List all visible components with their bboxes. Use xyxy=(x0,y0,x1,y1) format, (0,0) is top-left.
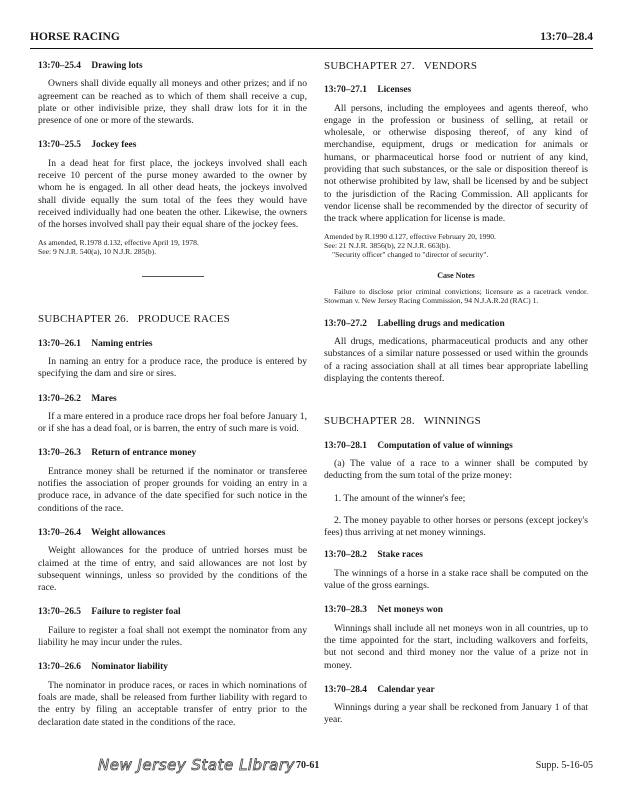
section-number: 13:70–25.4 xyxy=(38,61,81,71)
history-note: Amended by R.1990 d.127, effective February 20, 1990. xyxy=(324,231,496,241)
section-text: In naming an entry for a produce race, the produce is entered by specifying the dam and sire or sires. xyxy=(38,355,307,380)
section-title: Mares xyxy=(91,393,117,404)
right-column xyxy=(324,60,588,739)
section-text: All drugs, medications, pharmaceutical products and any other substances of a similar nature possessed or used within the grounds of a racing association shall at all times bear appropriate labelling displaying the contents thereof. xyxy=(324,336,588,385)
section-heading xyxy=(324,84,588,96)
section-number: 13:70–26.6 xyxy=(38,662,81,673)
section-title: Drawing lots xyxy=(91,61,143,71)
section-title: Naming entries xyxy=(91,338,153,349)
section-title: Calendar year xyxy=(377,684,435,695)
section-number: 13:70–27.1 xyxy=(324,85,367,96)
section-number: 13:70–26.2 xyxy=(38,393,81,404)
header-rule xyxy=(30,48,593,49)
section-number: 13:70–27.2 xyxy=(324,318,367,329)
subchapter-number: SUBCHAPTER 26. xyxy=(38,313,129,326)
section-text: Owners shall divide equally all moneys and other prizes; and if no agreement can be reached as to which of them shall receive a cup, plate or other indivisible prize, they shall draw lots for it in the presence of one or more of the stewards. xyxy=(38,78,307,127)
library-stamp: New Jersey State Library xyxy=(98,756,295,774)
section-title: Computation of value of winnings xyxy=(377,440,513,451)
section-title: Net moneys won xyxy=(377,605,443,616)
page-footer xyxy=(0,758,621,778)
subchapter-title: WINNINGS xyxy=(423,415,481,428)
list-item: 2. The money payable to other horses or persons (except jockey's fees) thus arriving at net money winnings. xyxy=(324,514,588,539)
section-number: 13:70–26.3 xyxy=(38,448,81,459)
history-note: As amended, R.1978 d.132, effective April 19, 1978. xyxy=(38,237,199,247)
section-number: 13:70–25.5 xyxy=(38,140,81,151)
section-heading xyxy=(324,440,588,452)
section-text: The nominator in produce races, or races in which nominations of foals are made, shall be released from further liability with regard to the entry by filing an acceptable transfer of entry prior to the declaration date stated in the conditions of the race. xyxy=(38,679,307,728)
section-heading xyxy=(38,527,307,539)
subchapter-title: VENDORS xyxy=(423,60,478,72)
section-heading xyxy=(324,684,588,696)
section-heading xyxy=(38,447,307,459)
section-heading xyxy=(38,661,307,673)
section-text: Entrance money shall be returned if the nominator or transferee notifies the association of proper grounds for voiding an entry in a produce race, in advance of the date specified for such notice in the conditions of the race. xyxy=(38,465,307,514)
history-note: See: 21 N.J.R. 3856(b), 22 N.J.R. 663(b). xyxy=(324,240,451,250)
section-number: 13:70–28.4 xyxy=(324,684,367,695)
section-title: Jockey fees xyxy=(91,140,137,151)
header-title: HORSE RACING xyxy=(30,31,120,43)
section-title: Nominator liability xyxy=(91,662,168,673)
section-heading xyxy=(324,549,588,561)
left-column xyxy=(38,60,307,741)
section-text: In a dead heat for first place, the jockeys involved shall each receive 10 percent of the purse money awarded to the owner by whom he is engaged. In all other dead heats, the jockeys involved shall divide equally the sum total of the fees they would have received individually had one beaten the other. Likewise, the owners of the horses involved shall pay their equal share of the jockey fees. xyxy=(38,157,307,231)
section-text: Failure to register a foal shall not exempt the nominator from any liability he may incur under the rules. xyxy=(38,624,307,649)
section-number: 13:70–28.2 xyxy=(324,550,367,561)
history-note: "Security officer" changed to "director of security". xyxy=(332,250,489,260)
subsection-a: (a) The value of a race to a winner shall be computed by deducting from the sum total of the prize money: xyxy=(324,457,588,482)
section-heading xyxy=(324,318,588,330)
section-text: The winnings of a horse in a stake race shall be computed on the value of the gross earnings. xyxy=(324,567,588,592)
list-item: 1. The amount of the winner's fee; xyxy=(334,492,466,504)
section-text: Weight allowances for the produce of untried horses must be claimed at the time of entry, and said allowances are not lost by subsequent winnings, unless so provided by the conditions of the race. xyxy=(38,545,307,594)
section-heading xyxy=(38,606,307,618)
spacer xyxy=(324,397,588,415)
case-notes-text: Failure to disclose prior criminal convictions; licensure as a racetrack vendor. Stowman v. New Jersey Racing Commission, 94 N.J.A.R.2d (RAC) 1. xyxy=(324,287,588,306)
section-number: 13:70–28.1 xyxy=(324,440,367,451)
page-number: 70-61 xyxy=(296,760,320,771)
section-heading xyxy=(38,60,307,72)
section-separator xyxy=(142,276,204,277)
subchapter-heading xyxy=(324,415,588,427)
section-heading xyxy=(38,338,307,350)
running-header xyxy=(30,31,593,47)
section-title: Return of entrance money xyxy=(91,448,197,459)
case-notes-heading: Case Notes xyxy=(437,270,475,280)
header-section-range: 13:70–28.4 xyxy=(540,31,593,43)
section-number: 13:70–26.1 xyxy=(38,338,81,349)
section-text: If a mare entered in a produce race drops her foal before January 1, or if she has a dead foal, or is barren, the entry of such mare is void. xyxy=(38,410,307,435)
subchapter-heading xyxy=(38,313,307,325)
section-title: Licenses xyxy=(377,85,412,96)
section-text: Winnings shall include all net moneys won in all countries, up to the time appointed for the start, including walkovers and forfeits, but not second and third money nor the value of a prize not in money. xyxy=(324,622,588,671)
section-number: 13:70–26.4 xyxy=(38,527,81,538)
subchapter-title: PRODUCE RACES xyxy=(137,313,230,326)
subchapter-number: SUBCHAPTER 27. xyxy=(324,60,415,72)
section-heading xyxy=(324,604,588,616)
section-text: Winnings during a year shall be reckoned from January 1 of that year. xyxy=(324,702,588,726)
subchapter-number: SUBCHAPTER 28. xyxy=(324,415,415,428)
section-title: Stake races xyxy=(377,550,423,561)
subchapter-heading xyxy=(324,60,588,72)
history-note: See: 9 N.J.R. 540(a), 10 N.J.R. 285(b). xyxy=(38,246,157,256)
section-title: Labelling drugs and medication xyxy=(377,318,505,329)
section-title: Weight allowances xyxy=(91,527,166,538)
supplement-date: Supp. 5-16-05 xyxy=(535,760,593,771)
section-number: 13:70–26.5 xyxy=(38,607,81,618)
section-heading xyxy=(38,139,307,151)
section-title: Failure to register foal xyxy=(91,607,181,618)
section-number: 13:70–28.3 xyxy=(324,605,367,616)
section-heading xyxy=(38,393,307,405)
section-text: All persons, including the employees and agents thereof, who engage in the profession or business of selling, at retail or wholesale, or otherwise disposing thereof, of any kind of merchandise, equipment, drugs or medication for animals or humans, or pharmaceutical horse food or nutrient of any kind, providing that such substances, or the sale or disposition thereof is not otherwise prohibited by law, shall be licensed by and be subject to the jurisdiction of the Racing Commission. All applicants for vendor license shall be recommended by the director of security of the track where application for license is made. xyxy=(324,102,588,225)
